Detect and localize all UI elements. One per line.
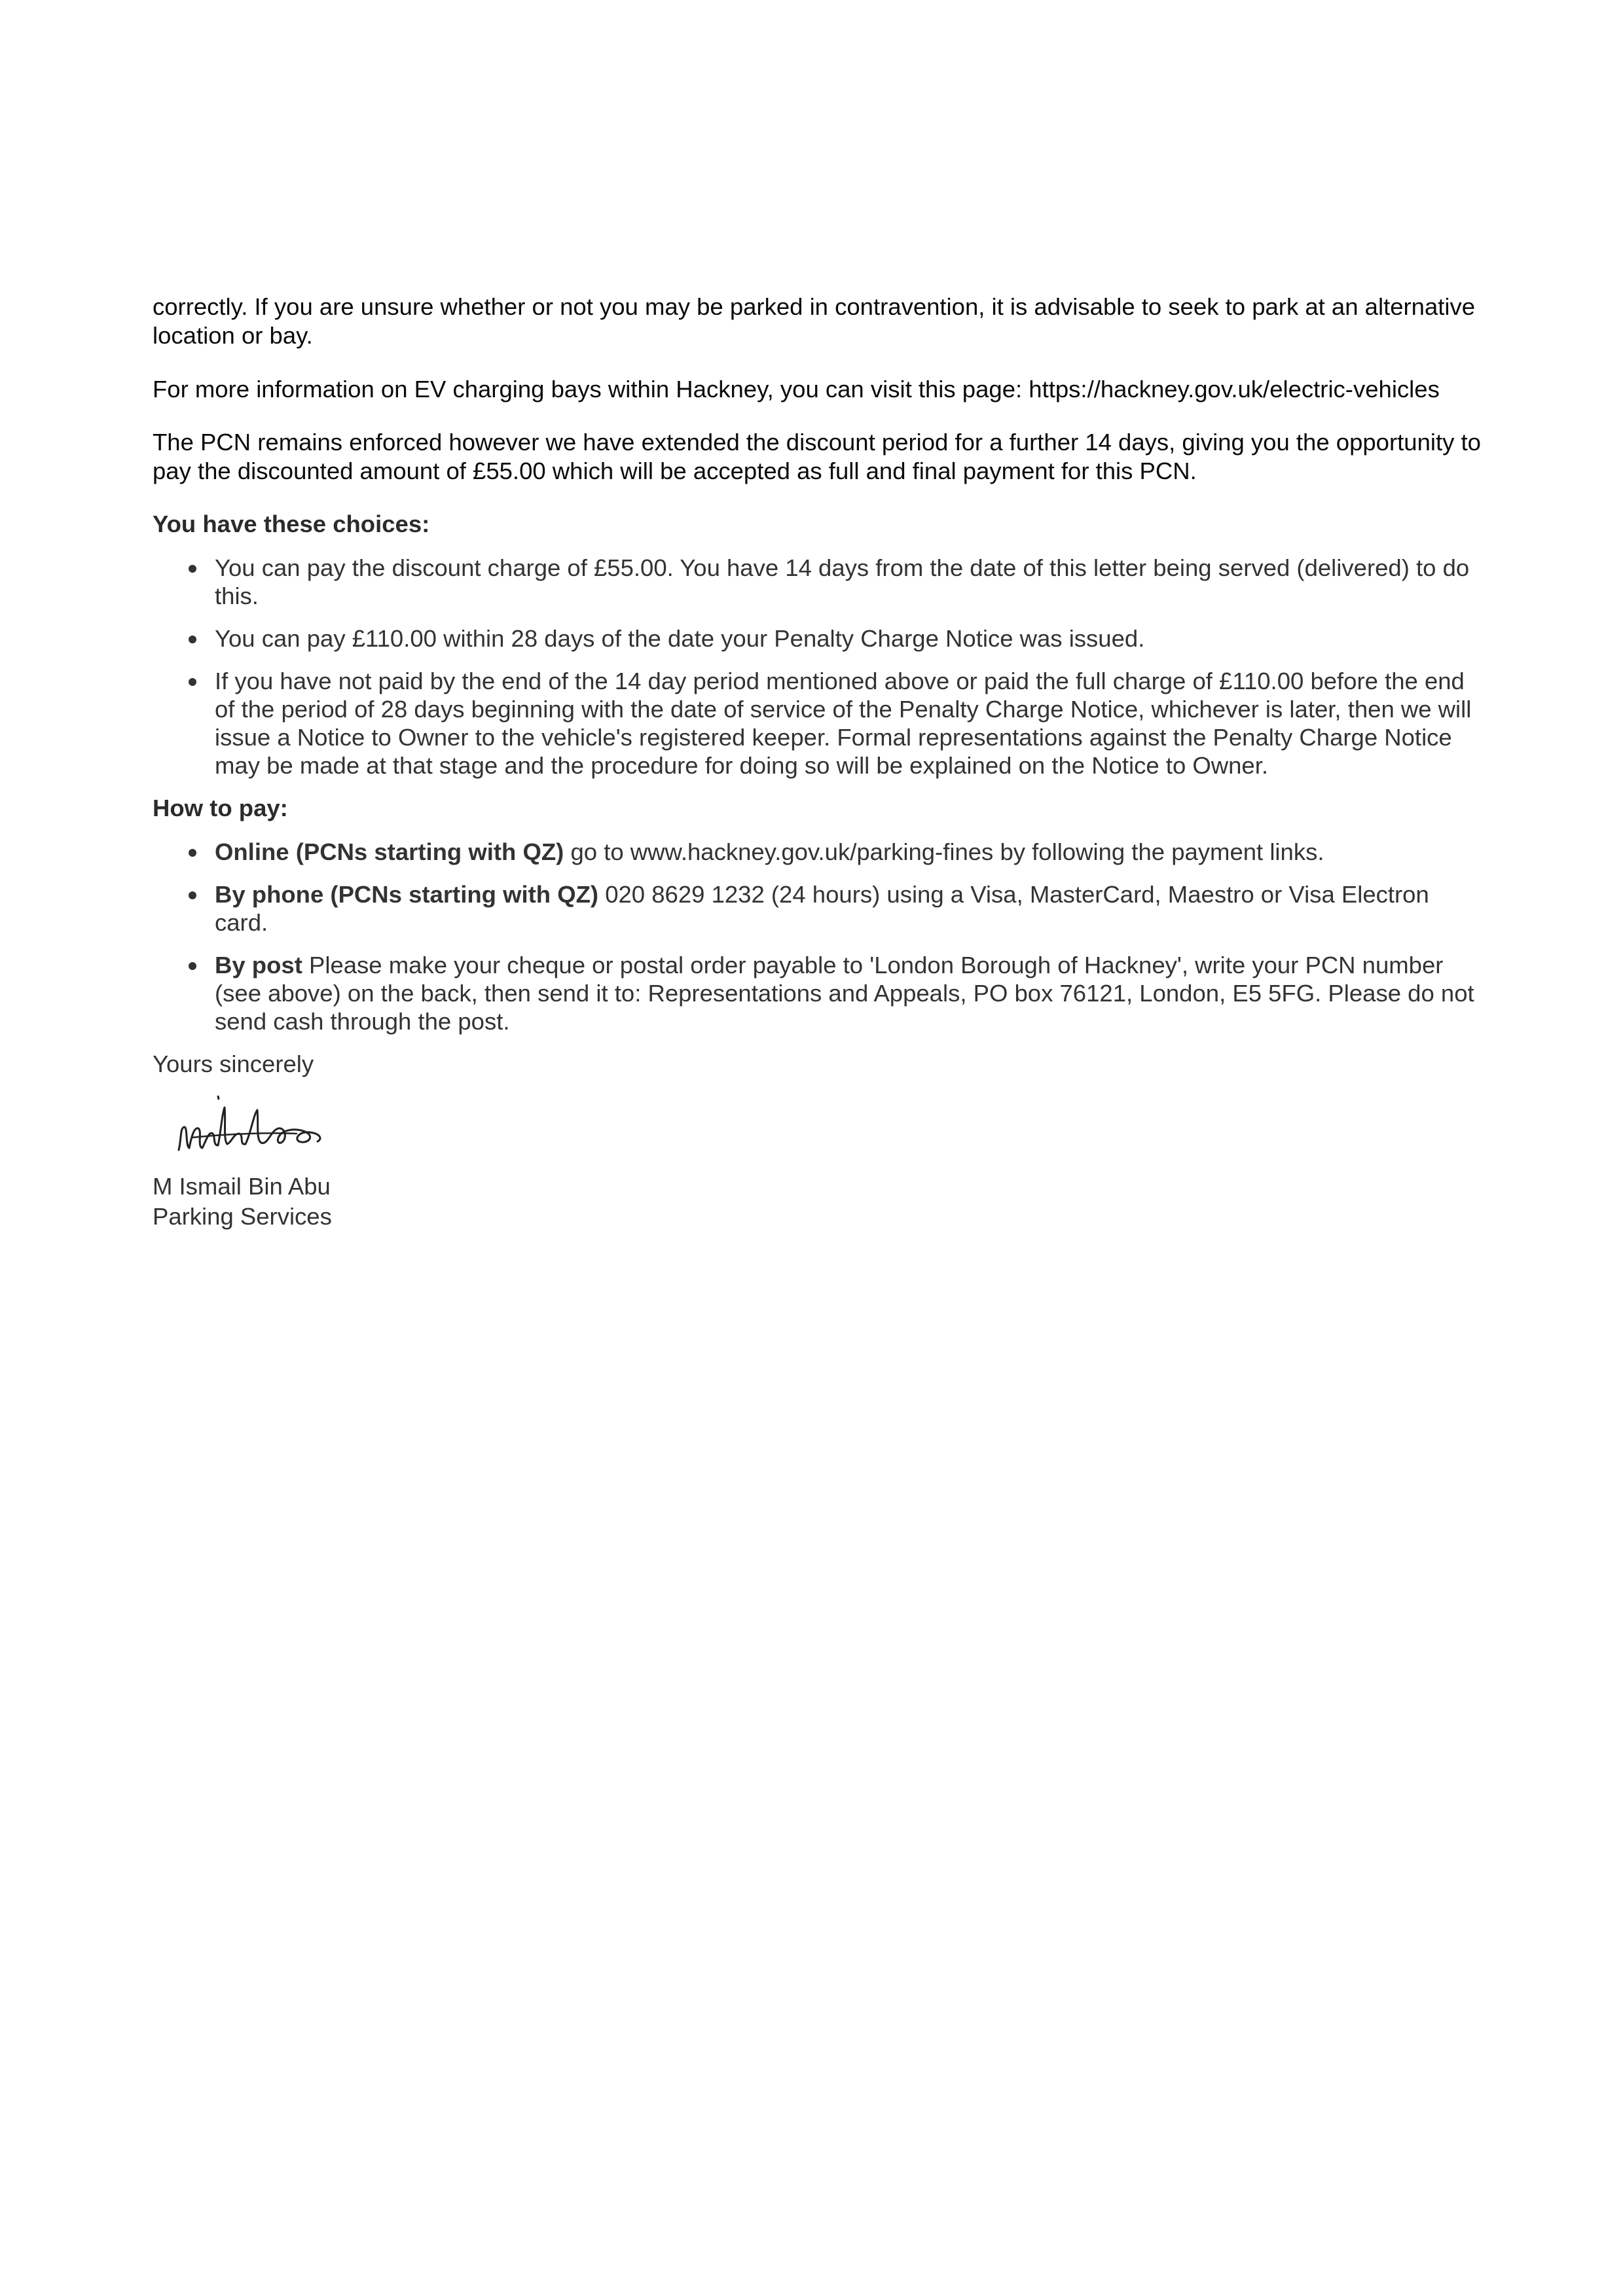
list-item (153, 838, 1482, 866)
list-item (153, 624, 1482, 653)
letter-body (153, 293, 1482, 1232)
closing-salutation: Yours sincerely (153, 1050, 314, 1077)
payment-methods-list (153, 838, 1482, 1035)
bullet-icon (189, 678, 196, 686)
payment-method-phone-label: By phone (PCNs starting with QZ) (215, 881, 599, 908)
signatory-block (153, 1172, 1482, 1232)
payment-method-online-label: Online (PCNs starting with QZ) (215, 838, 564, 865)
signatory-department: Parking Services (153, 1203, 332, 1230)
payment-method-online-text: go to www.hackney.gov.uk/parking-fines by following the payment links. (564, 838, 1324, 865)
list-item (153, 951, 1482, 1035)
payment-method-phone-text: 020 8629 1232 (24 hours) using a Visa, MasterCard, Maestro or Visa Electron card. (215, 881, 1429, 936)
bullet-icon (189, 891, 196, 899)
payment-method-post-text: Please make your cheque or postal order payable to 'London Borough of Hackney', write your PCN number (see above) on the back, then send it to: Representations and Appeals, PO box 76121, London, E5 5FG. Please do not send cash through the post. (215, 952, 1474, 1035)
paragraph-ev-info: For more information on EV charging bays within Hackney, you can visit this page: https://hackney.gov.uk/electric-vehicles (153, 376, 1440, 403)
choice-text: You can pay the discount charge of £55.00. You have 14 days from the date of this letter being served (delivered) to do this. (215, 554, 1470, 609)
how-to-pay-heading: How to pay: (153, 795, 288, 821)
signature-image (166, 1088, 336, 1166)
list-item (153, 880, 1482, 937)
list-item (153, 667, 1482, 780)
choices-heading: You have these choices: (153, 511, 430, 537)
list-item (153, 554, 1482, 610)
paragraph-parking-advice: correctly. If you are unsure whether or not you may be parked in contravention, it is advisable to seek to park at an alternative location or bay. (153, 293, 1476, 349)
bullet-icon (189, 565, 196, 573)
paragraph-discount-extension: The PCN remains enforced however we have extended the discount period for a further 14 days, giving you the opportunity to pay the discounted amount of £55.00 which will be accepted as full and final payment for this PCN. (153, 429, 1481, 484)
choices-list (153, 554, 1482, 780)
bullet-icon (189, 849, 196, 857)
bullet-icon (189, 962, 196, 970)
bullet-icon (189, 636, 196, 643)
payment-method-post-label: By post (215, 952, 302, 978)
choice-text: If you have not paid by the end of the 14 day period mentioned above or paid the full charge of £110.00 before the end of the period of 28 days beginning with the date of service of the Penalty Charge Notice, whichever is later, then we will issue a Notice to Owner to the vehicle's registered keeper. Formal representations against the Penalty Charge Notice may be made at that stage and the procedure for doing so will be explained on the Notice to Owner. (215, 668, 1472, 779)
signatory-name: M Ismail Bin Abu (153, 1173, 331, 1200)
choice-text: You can pay £110.00 within 28 days of the date your Penalty Charge Notice was issued. (215, 625, 1145, 652)
